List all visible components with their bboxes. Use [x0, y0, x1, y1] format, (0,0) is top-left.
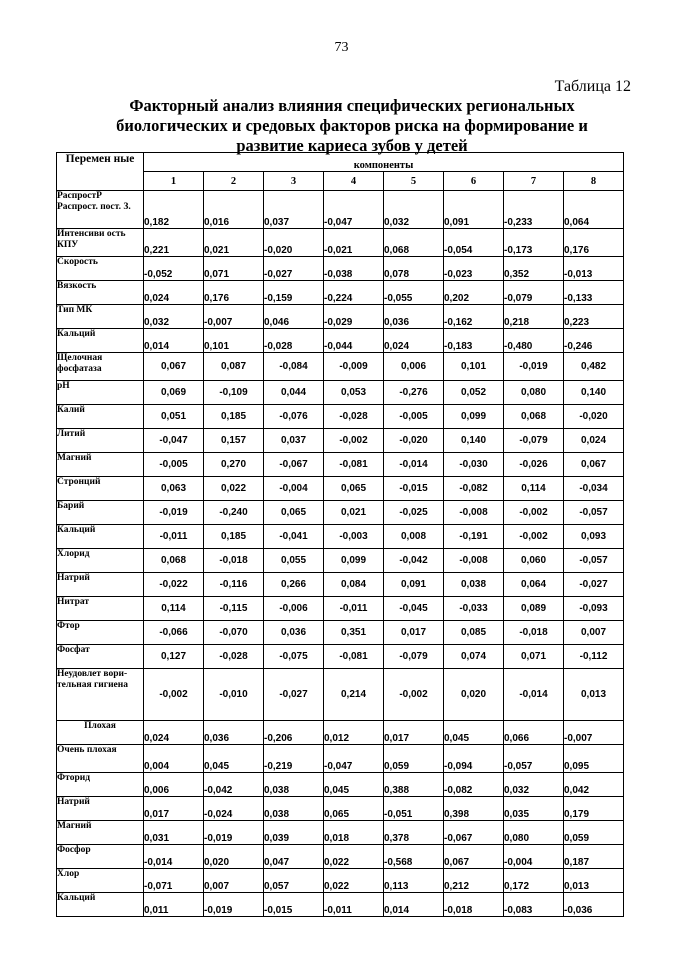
table-row	[57, 525, 624, 549]
variable-name: Кальций	[57, 893, 144, 917]
loading-value: 0,011	[144, 893, 204, 917]
loading-value: 0,024	[384, 329, 444, 353]
loading-value: -0,026	[504, 453, 564, 477]
loading-value: 0,022	[204, 477, 264, 501]
loading-value: -0,173	[504, 229, 564, 257]
variable-name: Магний	[57, 821, 144, 845]
variable-name: Плохая	[57, 721, 144, 745]
variable-name: Натрий	[57, 573, 144, 597]
variable-name: Щелочная фосфатаза	[57, 353, 144, 381]
loading-value: 0,084	[324, 573, 384, 597]
loading-value: 0,052	[444, 381, 504, 405]
loading-value: -0,076	[264, 405, 324, 429]
loading-value: 0,013	[564, 669, 624, 721]
table-label: Таблица 12	[554, 78, 631, 95]
component-number: 5	[384, 172, 444, 191]
loading-value: -0,079	[504, 281, 564, 305]
table-row	[57, 453, 624, 477]
loading-value: -0,022	[144, 573, 204, 597]
loading-value: 0,059	[384, 745, 444, 773]
loading-value: 0,064	[504, 573, 564, 597]
loading-value: -0,021	[324, 229, 384, 257]
table-row	[57, 329, 624, 353]
loading-value: 0,065	[324, 477, 384, 501]
loading-value: -0,219	[264, 745, 324, 773]
loading-value: -0,045	[384, 597, 444, 621]
loading-value: -0,162	[444, 305, 504, 329]
loading-value: -0,019	[204, 821, 264, 845]
table-title: Факторный анализ влияния специфических региональных биологических и средовых факторов риска на формирование и развитие кариеса зубов у детей	[116, 96, 588, 155]
loading-value: 0,045	[204, 745, 264, 773]
loading-value: 0,055	[264, 549, 324, 573]
loading-value: -0,002	[324, 429, 384, 453]
table-row	[57, 821, 624, 845]
loading-value: -0,005	[384, 405, 444, 429]
loading-value: 0,024	[144, 721, 204, 745]
table-row	[57, 621, 624, 645]
table-row	[57, 597, 624, 621]
loading-value: 0,035	[504, 797, 564, 821]
loading-value: 0,032	[144, 305, 204, 329]
loading-value: -0,093	[564, 597, 624, 621]
variable-name: Скорость	[57, 257, 144, 281]
loading-value: 0,114	[144, 597, 204, 621]
loading-value: -0,018	[504, 621, 564, 645]
loading-value: -0,084	[264, 353, 324, 381]
loading-value: 0,378	[384, 821, 444, 845]
loading-value: 0,091	[384, 573, 444, 597]
loading-value: -0,042	[204, 773, 264, 797]
loading-value: -0,042	[384, 549, 444, 573]
loading-value: -0,010	[204, 669, 264, 721]
loading-value: -0,052	[144, 257, 204, 281]
loading-value: 0,018	[324, 821, 384, 845]
loading-value: -0,004	[264, 477, 324, 501]
loading-value: 0,095	[564, 745, 624, 773]
loading-value: 0,067	[564, 453, 624, 477]
variable-name: Фосфат	[57, 645, 144, 669]
page-number: 73	[334, 40, 349, 55]
loading-value: 0,212	[444, 869, 504, 893]
loading-value: 0,014	[144, 329, 204, 353]
table-row	[57, 869, 624, 893]
loading-value: -0,075	[264, 645, 324, 669]
loading-value: -0,028	[264, 329, 324, 353]
loading-value: -0,015	[384, 477, 444, 501]
loading-value: -0,081	[324, 645, 384, 669]
loading-value: -0,009	[324, 353, 384, 381]
loading-value: 0,024	[144, 281, 204, 305]
table-row	[57, 893, 624, 917]
loading-value: -0,224	[324, 281, 384, 305]
loading-value: 0,099	[324, 549, 384, 573]
variable-name: Неудовлет вори- тельная гигиена	[57, 669, 144, 721]
loading-value: -0,014	[504, 669, 564, 721]
loading-value: -0,027	[264, 669, 324, 721]
loading-value: 0,093	[564, 525, 624, 549]
table-row	[57, 501, 624, 525]
table-row	[57, 353, 624, 381]
loading-value: 0,074	[444, 645, 504, 669]
loading-value: 0,045	[324, 773, 384, 797]
table-row	[57, 773, 624, 797]
variable-name: Калий	[57, 405, 144, 429]
loading-value: -0,054	[444, 229, 504, 257]
loading-value: 0,187	[564, 845, 624, 869]
loading-value: 0,017	[384, 621, 444, 645]
loading-value: -0,071	[144, 869, 204, 893]
loading-value: -0,036	[564, 893, 624, 917]
loading-value: 0,127	[144, 645, 204, 669]
loading-value: -0,027	[264, 257, 324, 281]
loading-value: 0,060	[504, 549, 564, 573]
table-row	[57, 721, 624, 745]
loading-value: 0,182	[144, 191, 204, 229]
table-row	[57, 229, 624, 257]
loading-value: 0,017	[144, 797, 204, 821]
loading-value: 0,223	[564, 305, 624, 329]
loading-value: -0,027	[564, 573, 624, 597]
variable-name: Кальций	[57, 329, 144, 353]
table-row	[57, 257, 624, 281]
loading-value: -0,067	[444, 821, 504, 845]
loading-value: -0,014	[384, 453, 444, 477]
table-row	[57, 405, 624, 429]
loading-value: 0,022	[324, 869, 384, 893]
variable-name: Фосфор	[57, 845, 144, 869]
loading-value: -0,079	[384, 645, 444, 669]
loading-value: 0,031	[144, 821, 204, 845]
loading-value: 0,071	[204, 257, 264, 281]
factor-analysis-table	[56, 152, 624, 917]
loading-value: -0,133	[564, 281, 624, 305]
variable-name: pH	[57, 381, 144, 405]
loading-value: 0,140	[444, 429, 504, 453]
loading-value: 0,004	[144, 745, 204, 773]
loading-value: 0,065	[324, 797, 384, 821]
loading-value: -0,025	[384, 501, 444, 525]
variable-name: Барий	[57, 501, 144, 525]
loading-value: 0,014	[384, 893, 444, 917]
loading-value: 0,218	[504, 305, 564, 329]
table-row	[57, 669, 624, 721]
loading-value: 0,087	[204, 353, 264, 381]
component-number: 6	[444, 172, 504, 191]
loading-value: -0,005	[144, 453, 204, 477]
loading-value: -0,034	[564, 477, 624, 501]
loading-value: -0,013	[564, 257, 624, 281]
loading-value: 0,046	[264, 305, 324, 329]
loading-value: -0,018	[204, 549, 264, 573]
component-number: 2	[204, 172, 264, 191]
loading-value: -0,011	[144, 525, 204, 549]
component-number: 3	[264, 172, 324, 191]
table-row	[57, 281, 624, 305]
variable-name: Стронций	[57, 477, 144, 501]
variable-name: Интенсиви ость КПУ	[57, 229, 144, 257]
loading-value: 0,006	[144, 773, 204, 797]
loading-value: -0,008	[444, 549, 504, 573]
loading-value: 0,064	[564, 191, 624, 229]
loading-value: -0,276	[384, 381, 444, 405]
loading-value: 0,482	[564, 353, 624, 381]
loading-value: -0,116	[204, 573, 264, 597]
loading-value: 0,388	[384, 773, 444, 797]
loading-value: 0,036	[204, 721, 264, 745]
loading-value: -0,008	[444, 501, 504, 525]
loading-value: -0,011	[324, 597, 384, 621]
loading-value: 0,068	[384, 229, 444, 257]
loading-value: 0,020	[204, 845, 264, 869]
loading-value: -0,029	[324, 305, 384, 329]
loading-value: 0,176	[564, 229, 624, 257]
loading-value: -0,006	[264, 597, 324, 621]
loading-value: -0,109	[204, 381, 264, 405]
loading-value: 0,080	[504, 381, 564, 405]
loading-value: -0,094	[444, 745, 504, 773]
loading-value: -0,015	[264, 893, 324, 917]
loading-value: 0,024	[564, 429, 624, 453]
loading-value: 0,007	[564, 621, 624, 645]
loading-value: 0,039	[264, 821, 324, 845]
loading-value: 0,266	[264, 573, 324, 597]
loading-value: 0,067	[444, 845, 504, 869]
component-number: 7	[504, 172, 564, 191]
loading-value: 0,065	[264, 501, 324, 525]
loading-value: -0,047	[324, 191, 384, 229]
table-row	[57, 305, 624, 329]
variable-name: Магний	[57, 453, 144, 477]
loading-value: 0,012	[324, 721, 384, 745]
loading-value: -0,020	[564, 405, 624, 429]
loading-value: -0,002	[384, 669, 444, 721]
loading-value: 0,013	[564, 869, 624, 893]
loading-value: 0,038	[444, 573, 504, 597]
loading-value: 0,047	[264, 845, 324, 869]
loading-value: 0,006	[384, 353, 444, 381]
loading-value: -0,480	[504, 329, 564, 353]
loading-value: 0,021	[204, 229, 264, 257]
loading-value: -0,191	[444, 525, 504, 549]
loading-value: 0,032	[504, 773, 564, 797]
variable-name: Кальций	[57, 525, 144, 549]
loading-value: 0,057	[264, 869, 324, 893]
loading-value: -0,038	[324, 257, 384, 281]
loading-value: -0,115	[204, 597, 264, 621]
loading-value: 0,038	[264, 773, 324, 797]
variable-name: Очень плохая	[57, 745, 144, 773]
loading-value: -0,206	[264, 721, 324, 745]
loading-value: -0,002	[504, 501, 564, 525]
variables-header: Перемен ные	[57, 153, 144, 191]
components-header: компоненты	[144, 153, 624, 172]
loading-value: 0,101	[204, 329, 264, 353]
loading-value: -0,003	[324, 525, 384, 549]
variable-name: Литий	[57, 429, 144, 453]
loading-value: 0,008	[384, 525, 444, 549]
loading-value: 0,071	[504, 645, 564, 669]
loading-value: 0,089	[504, 597, 564, 621]
loading-value: 0,020	[444, 669, 504, 721]
table-row	[57, 645, 624, 669]
table-row	[57, 573, 624, 597]
loading-value: 0,185	[204, 525, 264, 549]
loading-value: -0,066	[144, 621, 204, 645]
loading-value: 0,037	[264, 191, 324, 229]
loading-value: 0,044	[264, 381, 324, 405]
loading-value: 0,101	[444, 353, 504, 381]
table-row	[57, 845, 624, 869]
loading-value: -0,067	[264, 453, 324, 477]
variable-name: Фторид	[57, 773, 144, 797]
loading-value: 0,021	[324, 501, 384, 525]
loading-value: 0,042	[564, 773, 624, 797]
loading-value: -0,240	[204, 501, 264, 525]
loading-value: 0,007	[204, 869, 264, 893]
table-body	[57, 191, 624, 917]
header-row-components	[57, 153, 624, 172]
component-number: 1	[144, 172, 204, 191]
loading-value: 0,221	[144, 229, 204, 257]
loading-value: -0,011	[324, 893, 384, 917]
loading-value: -0,081	[324, 453, 384, 477]
loading-value: 0,091	[444, 191, 504, 229]
loading-value: -0,083	[504, 893, 564, 917]
loading-value: -0,057	[564, 501, 624, 525]
loading-value: -0,082	[444, 477, 504, 501]
loading-value: -0,004	[504, 845, 564, 869]
loading-value: 0,069	[144, 381, 204, 405]
loading-value: 0,038	[264, 797, 324, 821]
loading-value: 0,036	[264, 621, 324, 645]
loading-value: 0,270	[204, 453, 264, 477]
loading-value: -0,020	[384, 429, 444, 453]
loading-value: -0,233	[504, 191, 564, 229]
loading-value: 0,202	[444, 281, 504, 305]
component-number: 4	[324, 172, 384, 191]
loading-value: 0,398	[444, 797, 504, 821]
variable-name: Хлорид	[57, 549, 144, 573]
loading-value: -0,057	[504, 745, 564, 773]
loading-value: -0,002	[504, 525, 564, 549]
table-row	[57, 381, 624, 405]
loading-value: 0,085	[444, 621, 504, 645]
loading-value: 0,032	[384, 191, 444, 229]
loading-value: -0,055	[384, 281, 444, 305]
loading-value: -0,028	[324, 405, 384, 429]
table-row	[57, 477, 624, 501]
loading-value: -0,028	[204, 645, 264, 669]
loading-value: -0,047	[144, 429, 204, 453]
loading-value: -0,033	[444, 597, 504, 621]
loading-value: 0,036	[384, 305, 444, 329]
variable-name: РаспростР Распрост. пост. З.	[57, 191, 144, 229]
loading-value: -0,019	[504, 353, 564, 381]
loading-value: -0,051	[384, 797, 444, 821]
variable-name: Фтор	[57, 621, 144, 645]
loading-value: -0,246	[564, 329, 624, 353]
loading-value: 0,099	[444, 405, 504, 429]
loading-value: -0,024	[204, 797, 264, 821]
variable-name: Вязкость	[57, 281, 144, 305]
table-row	[57, 797, 624, 821]
loading-value: 0,078	[384, 257, 444, 281]
loading-value: -0,057	[564, 549, 624, 573]
component-number: 8	[564, 172, 624, 191]
loading-value: -0,020	[264, 229, 324, 257]
loading-value: 0,059	[564, 821, 624, 845]
loading-value: -0,079	[504, 429, 564, 453]
loading-value: 0,176	[204, 281, 264, 305]
loading-value: -0,019	[144, 501, 204, 525]
variable-name: Натрий	[57, 797, 144, 821]
loading-value: -0,159	[264, 281, 324, 305]
loading-value: -0,112	[564, 645, 624, 669]
loading-value: 0,063	[144, 477, 204, 501]
loading-value: 0,113	[384, 869, 444, 893]
table-row	[57, 745, 624, 773]
loading-value: -0,023	[444, 257, 504, 281]
loading-value: 0,051	[144, 405, 204, 429]
loading-value: 0,045	[444, 721, 504, 745]
loading-value: -0,044	[324, 329, 384, 353]
variable-name: Хлор	[57, 869, 144, 893]
loading-value: 0,114	[504, 477, 564, 501]
loading-value: 0,068	[144, 549, 204, 573]
loading-value: 0,066	[504, 721, 564, 745]
loading-value: -0,568	[384, 845, 444, 869]
loading-value: -0,019	[204, 893, 264, 917]
loading-value: -0,070	[204, 621, 264, 645]
loading-value: 0,017	[384, 721, 444, 745]
loading-value: 0,157	[204, 429, 264, 453]
loading-value: 0,179	[564, 797, 624, 821]
loading-value: 0,351	[324, 621, 384, 645]
loading-value: 0,352	[504, 257, 564, 281]
loading-value: 0,016	[204, 191, 264, 229]
loading-value: 0,037	[264, 429, 324, 453]
loading-value: -0,014	[144, 845, 204, 869]
loading-value: 0,067	[144, 353, 204, 381]
variable-name: Нитрат	[57, 597, 144, 621]
loading-value: -0,007	[564, 721, 624, 745]
loading-value: -0,041	[264, 525, 324, 549]
loading-value: -0,183	[444, 329, 504, 353]
loading-value: -0,018	[444, 893, 504, 917]
loading-value: -0,047	[324, 745, 384, 773]
loading-value: 0,053	[324, 381, 384, 405]
table-row	[57, 549, 624, 573]
loading-value: 0,185	[204, 405, 264, 429]
table-row	[57, 429, 624, 453]
loading-value: -0,082	[444, 773, 504, 797]
loading-value: 0,080	[504, 821, 564, 845]
loading-value: 0,022	[324, 845, 384, 869]
loading-value: 0,068	[504, 405, 564, 429]
variable-name: Тип МК	[57, 305, 144, 329]
loading-value: -0,007	[204, 305, 264, 329]
table-row	[57, 191, 624, 229]
loading-value: 0,172	[504, 869, 564, 893]
loading-value: -0,002	[144, 669, 204, 721]
loading-value: 0,214	[324, 669, 384, 721]
loading-value: -0,030	[444, 453, 504, 477]
loading-value: 0,140	[564, 381, 624, 405]
